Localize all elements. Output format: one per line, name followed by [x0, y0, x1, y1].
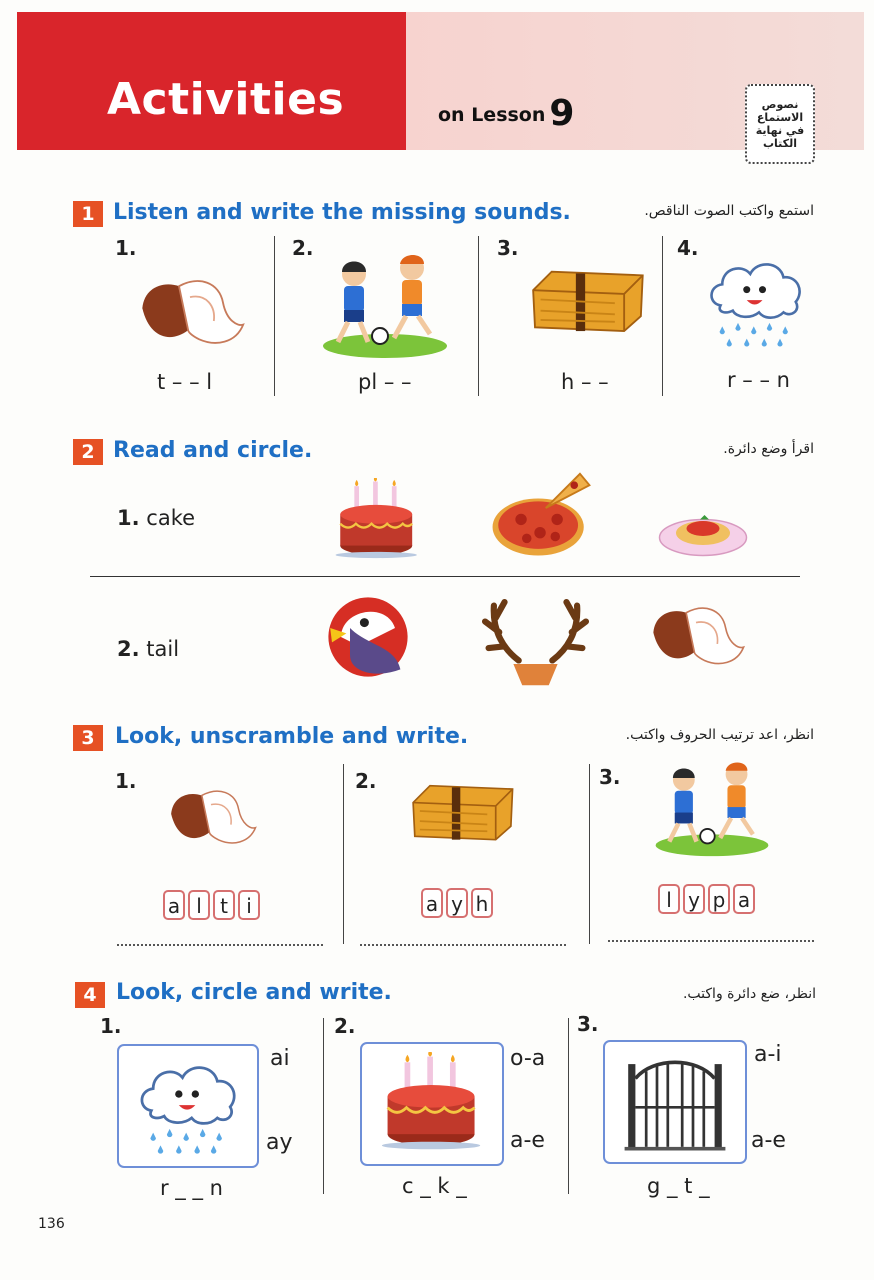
item-number: 1.	[115, 236, 137, 260]
answer-line[interactable]	[117, 944, 323, 946]
target-word: cake	[146, 506, 196, 530]
lesson-label	[438, 93, 574, 134]
letter-tile: y	[446, 888, 468, 918]
kids-playing-icon	[320, 250, 450, 360]
cake-icon[interactable]	[334, 478, 420, 560]
spelling-option[interactable]: ai	[270, 1046, 290, 1071]
page-title: Activities	[107, 74, 345, 125]
letter-tile: a	[421, 888, 443, 918]
audio-script-note: نصوص الاستماع في نهاية الكتاب	[745, 84, 815, 164]
letter-tile: y	[683, 884, 705, 914]
tail-icon	[135, 268, 245, 363]
gate-icon	[621, 1048, 729, 1154]
missing-sound-word[interactable]: h – –	[561, 370, 609, 394]
spelling-option[interactable]: a-e	[751, 1128, 786, 1153]
target-word: tail	[146, 637, 180, 661]
column-divider	[274, 236, 275, 396]
item-number: 1.	[100, 1014, 122, 1038]
spaghetti-icon[interactable]	[644, 500, 762, 560]
column-divider	[568, 1018, 569, 1194]
missing-sound-word[interactable]: pl – –	[358, 370, 412, 394]
spelling-option[interactable]: a-e	[510, 1128, 545, 1153]
item-number: 1.	[117, 506, 140, 530]
letter-tile: l	[658, 884, 680, 914]
fill-in-word[interactable]: c _ k _	[402, 1174, 467, 1198]
column-divider	[589, 764, 590, 944]
letter-tile: t	[213, 890, 235, 920]
missing-sound-word[interactable]: t – – l	[157, 370, 213, 394]
section-2-arabic: اقرأ وضع دائرة.	[723, 441, 814, 457]
hay-icon	[403, 774, 521, 848]
lesson-text: on Lesson	[438, 104, 546, 126]
letter-tile: a	[733, 884, 755, 914]
letter-tiles	[163, 890, 260, 920]
kids-playing-icon	[652, 758, 772, 858]
letter-tile: h	[471, 888, 493, 918]
pizza-icon[interactable]	[486, 470, 596, 565]
item-number: 3.	[577, 1012, 599, 1036]
tail-icon	[165, 780, 257, 860]
cake-icon	[380, 1052, 484, 1152]
section-3-title: Look, unscramble and write.	[115, 724, 469, 749]
item-number: 3.	[599, 765, 621, 789]
item-number: 2.	[355, 769, 377, 793]
letter-tiles	[421, 888, 493, 918]
column-divider	[662, 236, 663, 396]
read-circle-row-2	[117, 637, 179, 661]
letter-tile: l	[188, 890, 210, 920]
letter-tile: a	[163, 890, 185, 920]
antlers-icon[interactable]	[478, 596, 593, 686]
section-2-number: 2	[73, 439, 103, 465]
column-divider	[323, 1018, 324, 1194]
spelling-option[interactable]: o-a	[510, 1046, 546, 1071]
lesson-number: 9	[549, 93, 575, 134]
item-number: 2.	[334, 1014, 356, 1038]
section-4-title: Look, circle and write.	[116, 980, 392, 1005]
section-1-arabic: استمع واكتب الصوت الناقص.	[644, 203, 814, 219]
section-3-arabic: انظر، اعد ترتيب الحروف واكتب.	[625, 727, 814, 743]
column-divider	[343, 764, 344, 944]
item-number: 4.	[677, 236, 699, 260]
page-number: 136	[38, 1216, 65, 1232]
answer-line[interactable]	[608, 940, 814, 942]
row-divider	[90, 576, 800, 577]
picture-frame	[360, 1042, 504, 1166]
parrot-icon[interactable]	[322, 592, 414, 682]
letter-tiles	[658, 884, 755, 914]
picture-frame	[603, 1040, 747, 1164]
letter-tile: i	[238, 890, 260, 920]
missing-sound-word[interactable]: r – – n	[727, 368, 790, 392]
answer-line[interactable]	[360, 944, 566, 946]
column-divider	[478, 236, 479, 396]
item-number: 3.	[497, 236, 519, 260]
tail-icon[interactable]	[646, 598, 746, 680]
item-number: 1.	[115, 769, 137, 793]
spelling-option[interactable]: ay	[266, 1130, 293, 1155]
section-4-arabic: انظر، ضع دائرة واكتب.	[682, 986, 816, 1002]
spelling-option[interactable]: a-i	[754, 1042, 782, 1067]
fill-in-word[interactable]: r _ _ n	[160, 1176, 223, 1200]
fill-in-word[interactable]: g _ t _	[647, 1174, 710, 1198]
picture-frame	[117, 1044, 259, 1168]
letter-tile: p	[708, 884, 730, 914]
section-1-title: Listen and write the missing sounds.	[113, 200, 571, 225]
read-circle-row-1	[117, 506, 195, 530]
section-4-number: 4	[75, 982, 105, 1008]
section-1-number: 1	[73, 201, 103, 227]
item-number: 2.	[292, 236, 314, 260]
section-3-number: 3	[73, 725, 103, 751]
rain-cloud-icon	[703, 252, 808, 350]
hay-icon	[522, 262, 652, 337]
section-2-title: Read and circle.	[113, 438, 313, 463]
item-number: 2.	[117, 637, 140, 661]
rain-cloud-icon	[133, 1054, 243, 1158]
